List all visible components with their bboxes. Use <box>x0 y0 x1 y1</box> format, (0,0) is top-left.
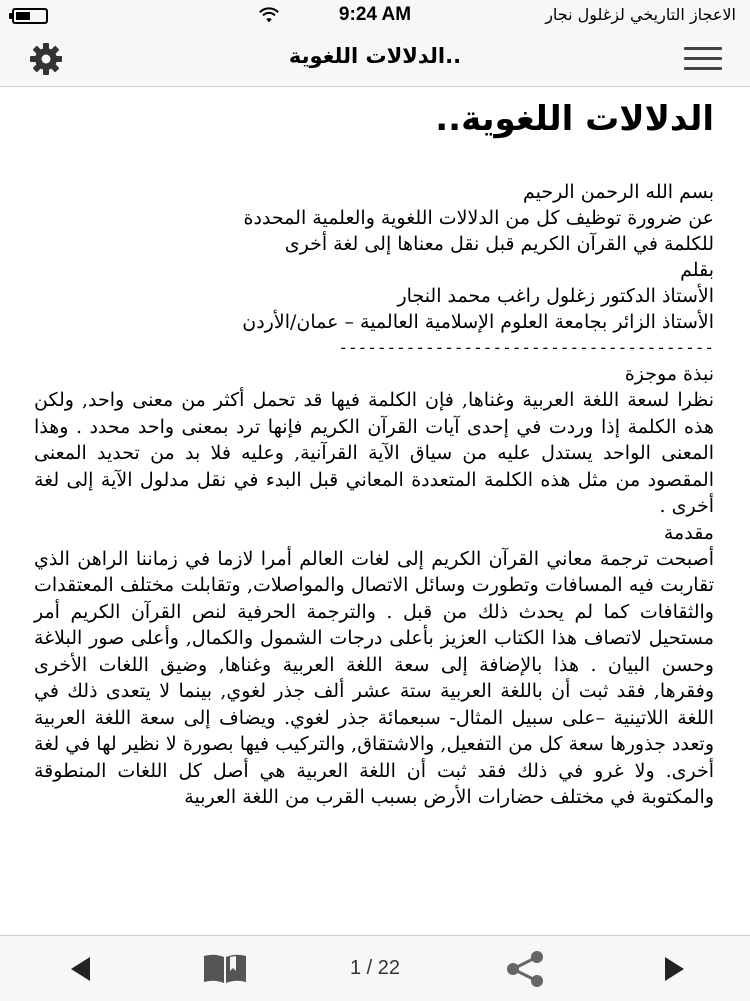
article-line: للكلمة في القرآن الكريم قبل نقل معناها إلى لغة أخرى <box>284 233 714 255</box>
article-line: بقلم <box>680 259 714 281</box>
triangle-left-icon <box>68 955 92 983</box>
section-paragraph: أصبحت ترجمة معاني القرآن الكريم إلى لغات العالم أمرا لازما في زماننا الراهن الذي تقاربت فيه المسافات وتطورت وسائل الاتصال والمواصلات, وتقابلت مختلف المعتقدات والثقافات كما لم يحدث ذلك من قبل . والترجمة الحرفية لنص القرآن الكريم أمر مستحيل لاتصاف هذا الكتاب العزيز بأعلى درجات الشمول والكمال, وأعلى صور البلاغة وحسن البيان . هذا بالإضافة إلى سعة اللغة العربية وغناها, وضيق اللغات الأخرى وفقرها, فقد ثبت أن باللغة العربية ستة عشر ألف جذر لغوي, بينما لا يتعدى ذلك في اللغة اللاتينية –على سبيل المثال- سبعمائة جذر لغوي. ويضاف إلى سعة اللغة العربية وتعدد جذورها سعة كل من التفعيل, والاشتقاق, والتركيب فيها بصورة لا نظير لها في لغة أخرى. ولا غرو في ذلك فقد ثبت أن اللغة العربية هي أصل كل اللغات المنطوقة والمكتوبة في مختلف حضارات الأرض بسبب القرب من اللغة العربية <box>34 547 714 808</box>
previous-page-button[interactable] <box>55 936 105 1001</box>
article <box>34 99 714 811</box>
article-line: بسم الله الرحمن الرحيم <box>523 181 714 203</box>
article-heading: الدلالات اللغوية.. <box>435 99 714 139</box>
article-line: الأستاذ الدكتور زغلول راغب محمد النجار <box>397 285 714 307</box>
page-title: ..الدلالات اللغوية <box>288 44 462 68</box>
navigation-bar <box>0 32 750 87</box>
section-paragraph: نظرا لسعة اللغة العربية وغناها, فإن الكلمة فيها قد تحمل أكثر من معنى واحد, ولكن هذه الكلمة إذا وردت في إحدى آيات القرآن الكريم فإنها ترد بمعنى واحد محدد . وهذا المعنى الواحد يستدل عليه من سياق الآية القرآنية, وعليه فلا بد من تحديد المعنى المقصود من مثل هذه الكلمة المتعددة المعاني قبل البدء في نقل مدلول الآية إلى لغة أخرى . <box>34 389 714 517</box>
article-line: الأستاذ الزائر بجامعة العلوم الإسلامية العالمية – عمان/الأردن <box>242 311 714 333</box>
triangle-right-icon <box>663 955 687 983</box>
page-indicator: 1 / 22 <box>349 957 401 979</box>
section-title: مقدمة <box>663 521 714 544</box>
status-app-label: الاعجاز التاريخي لزغلول نجار <box>545 5 736 24</box>
article-line: عن ضرورة توظيف كل من الدلالات اللغوية والعلمية المحددة <box>243 207 714 229</box>
wifi-icon <box>258 6 280 24</box>
divider-line: --------------------------------------- <box>338 338 714 357</box>
status-bar <box>0 0 750 32</box>
next-page-button[interactable] <box>650 936 700 1001</box>
article-scroll-view[interactable] <box>0 87 750 935</box>
status-time: 9:24 AM <box>338 4 412 25</box>
share-button[interactable] <box>500 936 550 1001</box>
section-title: نبذة موجزة <box>624 363 714 385</box>
bottom-toolbar <box>0 935 750 1001</box>
share-icon <box>503 950 547 988</box>
hamburger-menu-icon[interactable] <box>684 47 722 71</box>
table-of-contents-button[interactable] <box>195 936 255 1001</box>
book-icon <box>201 952 249 986</box>
